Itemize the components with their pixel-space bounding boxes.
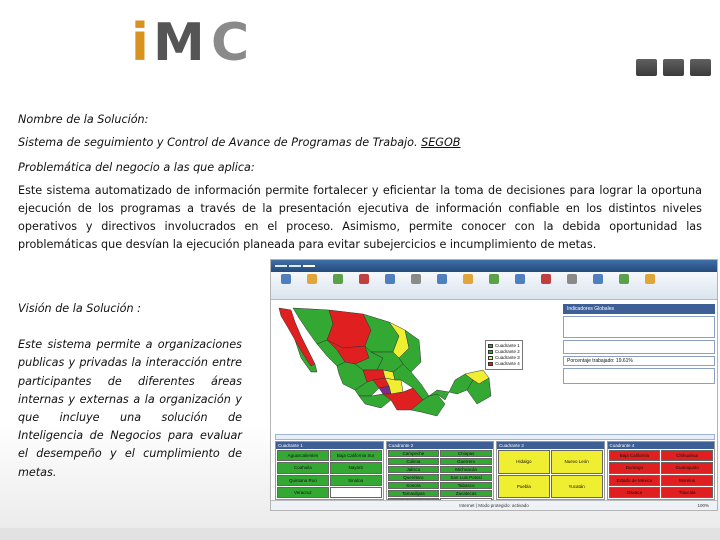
app-tab <box>289 265 301 267</box>
ribbon-button <box>509 274 531 284</box>
ribbon-button <box>405 274 427 284</box>
quadrant-state-cell[interactable]: Jalisco <box>388 466 440 473</box>
ribbon-button <box>275 274 297 284</box>
ribbon-icon <box>359 274 369 284</box>
status-text: Internet | Modo protegido: activado <box>459 503 529 508</box>
ribbon-icon <box>281 274 291 284</box>
quadrant-state-cell[interactable]: Aguascalientes <box>277 450 329 461</box>
quadrant-state-cell[interactable]: Nuevo León <box>551 450 603 474</box>
solution-name-line <box>18 134 702 152</box>
quadrant-state-cell[interactable]: Guanajuato <box>661 462 713 473</box>
indicators-panel <box>563 304 715 428</box>
zoom-level[interactable]: 100% <box>697 503 709 508</box>
quadrant-state-cell[interactable]: Oaxaca <box>609 487 661 498</box>
quadrant-state-cell[interactable]: Hidalgo <box>498 450 550 474</box>
indicators-header: Indicadores Globales <box>563 304 715 314</box>
ribbon-icon <box>541 274 551 284</box>
quadrant-header: Cuadrante 4 <box>608 442 715 449</box>
logo-letter-i: i <box>131 13 146 73</box>
quadrant-state-cell[interactable]: Baja California <box>609 450 661 461</box>
quadrant-state-cell[interactable]: Tlaxcala <box>661 487 713 498</box>
quadrant-column <box>275 441 384 500</box>
footer-band <box>0 528 720 540</box>
quadrant-state-cell[interactable]: Veracruz <box>277 487 329 498</box>
ribbon-icon <box>619 274 629 284</box>
legend-item: Cuadrante 4 <box>488 361 520 367</box>
problem-text: Este sistema automatizado de información permite fortalecer y eficientar la toma de decisiones para lograr la oportuna ejecución de los programas a través de la presentación ejecutiva de información confiable en los distintos niveles operativos y directivos involucrados en el proceso. Asimismo, permite conocer con la debida oportunidad las problemáticas que desvían la ejecución planeada para evitar subejercicios e incumplimiento de metas. <box>18 184 702 251</box>
quadrant-state-cell[interactable]: Sinaloa <box>330 475 382 486</box>
quadrant-state-cell[interactable]: Sonora <box>388 482 440 489</box>
ribbon-icon <box>333 274 343 284</box>
ribbon-button <box>587 274 609 284</box>
vision-section <box>18 300 242 482</box>
quadrant-state-cell[interactable]: Colima <box>388 458 440 465</box>
quadrant-header: Cuadrante 3 <box>497 442 604 449</box>
quadrant-column <box>386 441 495 500</box>
quadrant-state-cell[interactable]: Guerrero <box>440 458 492 465</box>
decor-square <box>690 59 711 76</box>
quadrant-column <box>496 441 605 500</box>
quadrant-body <box>276 449 383 499</box>
indicator-links[interactable] <box>563 388 715 424</box>
quadrant-body <box>608 449 715 499</box>
quadrant-state-cell[interactable]: Puebla <box>498 475 550 499</box>
solution-name-label: Nombre de la Solución: <box>18 113 149 126</box>
quadrant-header: Cuadrante 1 <box>276 442 383 449</box>
quadrant-state-cell[interactable]: Nayarit <box>330 462 382 473</box>
quadrant-state-cell[interactable]: Durango <box>609 462 661 473</box>
decor-square <box>636 59 657 76</box>
quadrant-state-cell[interactable]: Morelos <box>661 475 713 486</box>
vision-title: Visión de la Solución : <box>18 302 141 315</box>
quadrant-state-cell[interactable]: Chihuahua <box>661 450 713 461</box>
quadrant-body <box>497 449 604 499</box>
ribbon-button <box>431 274 453 284</box>
quadrant-state-cell[interactable]: Michoacán <box>440 466 492 473</box>
quadrant-state-cell[interactable]: Coahuila <box>277 462 329 473</box>
ribbon-button <box>457 274 479 284</box>
quadrant-state-cell[interactable]: Tabasco <box>440 482 492 489</box>
ribbon-button <box>483 274 505 284</box>
quadrant-state-cell[interactable]: Estado de México <box>609 475 661 486</box>
logo-letter-c: C <box>211 13 247 73</box>
ribbon-icon <box>437 274 447 284</box>
quadrant-state-cell[interactable]: Querétaro <box>388 474 440 481</box>
ribbon-icon <box>515 274 525 284</box>
app-ribbon <box>271 272 717 300</box>
imc-logo <box>131 13 255 73</box>
quadrant-state-cell[interactable]: Zacatecas <box>440 490 492 497</box>
quadrant-state-cell[interactable]: Baja California Sur <box>330 450 382 461</box>
ribbon-button <box>561 274 583 284</box>
quadrant-state-cell[interactable] <box>330 487 382 498</box>
quadrant-state-cell[interactable]: Chiapas <box>440 450 492 457</box>
quadrant-column <box>607 441 716 500</box>
problem-label: Problemática del negocio a las que aplica: <box>18 161 255 174</box>
legend-item: Cuadrante 3 <box>488 355 520 361</box>
decor-square <box>663 59 684 76</box>
indicator-box <box>563 340 715 354</box>
vision-body: Este sistema permite a organizaciones publicas y privadas la interacción entre participantes de diferentes áreas internas y externas a la organización y que incluye una solución de Inteligencia de Negocios para evaluar el desempeño y el cumplimiento de metas. <box>18 338 242 479</box>
indicator-box <box>563 368 715 384</box>
map-legend <box>485 340 523 370</box>
quadrant-state-cell[interactable]: Quintana Roo <box>277 475 329 486</box>
ribbon-button <box>379 274 401 284</box>
quadrant-state-cell[interactable]: Yucatán <box>551 475 603 499</box>
quadrant-body <box>387 449 494 499</box>
ribbon-button <box>613 274 635 284</box>
ribbon-button <box>535 274 557 284</box>
ribbon-icon <box>307 274 317 284</box>
ribbon-icon <box>593 274 603 284</box>
ribbon-button <box>327 274 349 284</box>
quadrant-table <box>275 434 715 498</box>
ribbon-button <box>301 274 323 284</box>
decorative-squares <box>636 59 711 76</box>
app-tab <box>275 265 287 267</box>
quadrant-state-cell[interactable]: San Luis Potosí <box>440 474 492 481</box>
quadrant-state-cell[interactable]: Tamaulipas <box>388 490 440 497</box>
app-tab-active <box>303 265 315 267</box>
ribbon-button <box>353 274 375 284</box>
app-screenshot <box>270 259 718 511</box>
ribbon-icon <box>489 274 499 284</box>
solution-client: SEGOB <box>421 136 461 149</box>
ribbon-icon <box>567 274 577 284</box>
ribbon-icon <box>463 274 473 284</box>
logo-letter-m: M <box>153 13 202 73</box>
ribbon-icon <box>645 274 655 284</box>
percentage-worked: Porcentaje trabajado: 19.61% <box>563 356 715 366</box>
quadrant-header: Cuadrante 2 <box>387 442 494 449</box>
legend-item: Cuadrante 2 <box>488 349 520 355</box>
ribbon-icon <box>385 274 395 284</box>
solution-name-text: Sistema de seguimiento y Control de Avance de Programas de Trabajo. <box>18 136 422 149</box>
app-status-bar <box>271 500 717 510</box>
quadrant-table-title <box>275 434 715 440</box>
indicator-box <box>563 316 715 338</box>
legend-item: Cuadrante 1 <box>488 343 520 349</box>
ribbon-icon <box>411 274 421 284</box>
quadrant-state-cell[interactable]: Campeche <box>388 450 440 457</box>
app-topbar <box>271 260 717 272</box>
ribbon-button <box>639 274 661 284</box>
quadrant-grid <box>275 441 715 500</box>
